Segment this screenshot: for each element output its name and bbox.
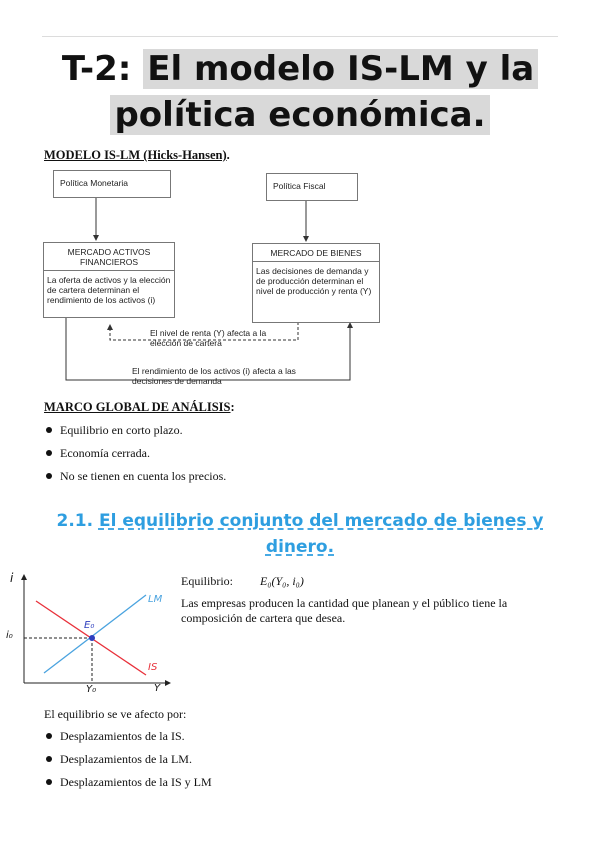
equilibrium-text: Las empresas producen la cantidad que planean y el público tiene la composición de cartera que desea. [181, 596, 508, 625]
shifts-intro: El equilibrio se ve afecto por: [44, 707, 187, 721]
income-effect-label: El nivel de renta (Y) afecta a la elección de cartera [150, 328, 267, 348]
section-title-line-1[interactable]: El equilibrio conjunto del mercado de bienes y [98, 511, 544, 531]
fiscal-policy-box [266, 173, 358, 201]
list-item: Desplazamientos de la IS. [46, 728, 212, 751]
financial-market-text: La oferta de activos y la elección de cartera determinan el rendimiento de los activos (i) [47, 275, 171, 305]
model-heading-text: MODELO IS-LM (Hicks-Hansen) [44, 148, 227, 162]
section-heading-line-2 [0, 534, 600, 560]
shifts-list [46, 728, 212, 797]
goods-market-text: Las decisiones de demanda y de producción determinan el nivel de producción y renta (Y) [256, 266, 372, 296]
lm-curve [44, 595, 146, 673]
model-heading-suffix: . [226, 148, 230, 162]
list-item: Equilibrio en corto plazo. [46, 422, 226, 445]
monetary-policy-label: Política Monetaria [60, 178, 129, 188]
financial-market-box [43, 242, 175, 318]
y0-label: Y₀ [86, 684, 97, 695]
title-highlight-1: El modelo IS-LM y la [143, 49, 538, 89]
graph-x-axis-label: Y [154, 683, 161, 694]
list-item: Economía cerrada. [46, 445, 226, 468]
goods-market-title: MERCADO DE BIENES [253, 244, 379, 262]
monetary-policy-box [53, 170, 171, 198]
list-item: Desplazamientos de la LM. [46, 751, 212, 774]
title-prefix: T-2: [61, 49, 132, 89]
framework-heading-text: MARCO GLOBAL DE ANÁLISIS [44, 400, 231, 414]
section-number: 2.1. [56, 511, 94, 531]
equilibrium-formula: E₀(Y₀, i₀) [260, 574, 304, 588]
section-heading [0, 508, 600, 560]
lm-label: LM [148, 594, 163, 605]
financial-market-title: MERCADO ACTIVOS FINANCIEROS [44, 243, 174, 271]
list-item: Desplazamientos de la IS y LM [46, 774, 212, 797]
section-heading-line-1 [0, 508, 600, 534]
graph-y-axis-label: i [10, 571, 14, 585]
goods-market-box [252, 243, 380, 323]
framework-list [46, 422, 226, 491]
i0-label: i₀ [6, 630, 13, 641]
framework-heading [44, 400, 235, 415]
return-effect-label: El rendimiento de los activos (i) afecta a las decisiones de demanda [132, 366, 296, 386]
is-label: IS [148, 662, 158, 673]
list-item: No se tienen en cuenta los precios. [46, 468, 226, 491]
title-highlight-2: política económica. [110, 95, 489, 135]
equilibrium-point [89, 635, 95, 641]
equilibrium-label: Equilibrio: [181, 574, 233, 588]
equilibrium-point-label: E₀ [84, 620, 95, 631]
section-title-line-2[interactable]: dinero. [265, 537, 335, 557]
fiscal-policy-label: Política Fiscal [273, 181, 326, 191]
framework-heading-colon: : [230, 400, 235, 414]
